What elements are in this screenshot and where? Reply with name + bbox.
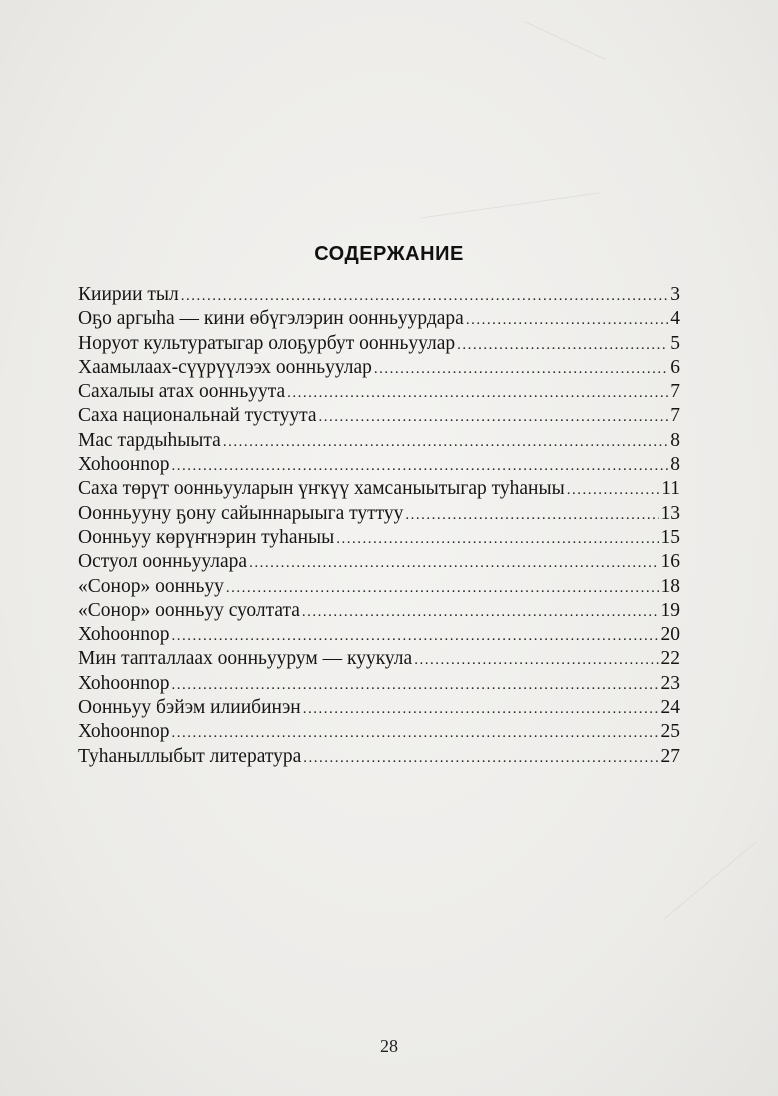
toc-entry	[78, 745, 680, 769]
toc-entry-page: 6	[670, 356, 680, 378]
toc-entry-label: Мин тапталлаах оонньуурум — куукула	[78, 648, 413, 670]
toc-entry-page: 5	[670, 332, 680, 354]
toc-entry	[78, 623, 680, 647]
toc-entry-page: 19	[660, 599, 680, 621]
toc-entry-label: Остуол оонньуулара	[78, 551, 248, 573]
toc-dot-leader	[172, 454, 668, 478]
toc-dot-leader	[223, 430, 668, 454]
table-of-contents	[78, 283, 680, 769]
toc-dot-leader	[466, 308, 668, 332]
toc-entry	[78, 356, 680, 380]
toc-entry-label: Киирии тыл	[78, 284, 179, 305]
toc-dot-leader	[249, 551, 658, 575]
toc-entry-label: Туһаныллыбыт литература	[78, 745, 302, 767]
toc-dot-leader	[414, 648, 658, 672]
toc-entry	[78, 404, 680, 428]
toc-entry-page: 16	[660, 551, 680, 573]
toc-entry	[78, 720, 680, 744]
toc-entry-label: Оонньууну ҕону сайыннарыыга туттуу	[78, 502, 404, 524]
toc-entry-page: 23	[660, 672, 680, 694]
toc-dot-leader	[457, 333, 668, 357]
toc-entry-page: 20	[660, 624, 680, 646]
toc-entry	[78, 696, 680, 720]
toc-entry-label: «Сонор» оонньуу суолтата	[78, 599, 300, 621]
toc-entry-label: Мас тардыһыыта	[78, 429, 221, 451]
toc-dot-leader	[303, 746, 658, 770]
toc-entry	[78, 380, 680, 404]
toc-entry-label: «Сонор» оонньуу	[78, 575, 224, 597]
toc-entry-page: 22	[660, 648, 680, 670]
toc-entry-page: 7	[670, 381, 680, 403]
toc-dot-leader	[172, 624, 659, 648]
toc-dot-leader	[567, 478, 660, 502]
toc-entry-label: Оонньуу көрүҥнэрин туһаныы	[78, 526, 335, 548]
page-title: СОДЕРЖАНИЕ	[314, 243, 464, 266]
toc-entry-page: 7	[670, 405, 680, 427]
toc-entry	[78, 477, 680, 501]
toc-entry-page: 8	[670, 454, 680, 476]
toc-entry	[78, 307, 680, 331]
toc-dot-leader	[181, 284, 668, 308]
toc-entry-label: Хоһоонnор	[78, 454, 170, 476]
toc-dot-leader	[319, 405, 668, 429]
toc-entry	[78, 502, 680, 526]
toc-entry-label: Саха төрүт оонньууларын үҥкүү хамсаныытыгар туһаныы	[78, 478, 565, 500]
toc-entry-label: Оонньуу бэйэм илиибинэн	[78, 697, 301, 719]
toc-entry	[78, 575, 680, 599]
toc-entry-page: 18	[660, 575, 680, 597]
toc-entry-label: Хаамылаах-сүүрүүлээх оонньуулар	[78, 356, 372, 378]
toc-entry	[78, 672, 680, 696]
toc-dot-leader	[303, 697, 659, 721]
toc-dot-leader	[302, 600, 659, 624]
toc-entry-page: 24	[660, 697, 680, 719]
toc-dot-leader	[374, 357, 668, 381]
toc-dot-leader	[287, 381, 668, 405]
toc-dot-leader	[172, 673, 659, 697]
toc-dot-leader	[172, 721, 659, 745]
toc-entry-page: 15	[660, 526, 680, 548]
toc-entry-label: Норуот культуратыгар олоҕурбут оонньуулар	[78, 332, 456, 354]
toc-entry-label: Сахалыы атах оонньуута	[78, 381, 286, 403]
toc-entry-page: 13	[660, 502, 680, 524]
toc-entry	[78, 550, 680, 574]
toc-entry-page: 27	[660, 745, 680, 767]
toc-entry-label: Хоһоонnор	[78, 672, 170, 694]
toc-entry	[78, 526, 680, 550]
toc-entry-page: 8	[670, 429, 680, 451]
toc-dot-leader	[405, 503, 658, 527]
toc-entry	[78, 283, 680, 307]
page-number: 28	[380, 1036, 398, 1056]
toc-entry-label: Оҕо аргыһа — кини өбүгэлэрин оонньуурдара	[78, 308, 464, 330]
toc-entry	[78, 429, 680, 453]
toc-dot-leader	[226, 576, 659, 600]
toc-entry-label: Саха национальнай тустуута	[78, 405, 317, 427]
toc-entry	[78, 453, 680, 477]
toc-entry-label: Хоһоонnор	[78, 721, 170, 743]
toc-entry-label: Хоһоонnор	[78, 624, 170, 646]
toc-entry	[78, 647, 680, 671]
toc-entry	[78, 599, 680, 623]
toc-dot-leader	[336, 527, 658, 551]
toc-entry-page: 25	[660, 721, 680, 743]
toc-entry	[78, 332, 680, 356]
toc-entry-page: 3	[670, 284, 680, 305]
toc-entry-page: 11	[661, 478, 680, 500]
toc-entry-page: 4	[670, 308, 680, 330]
